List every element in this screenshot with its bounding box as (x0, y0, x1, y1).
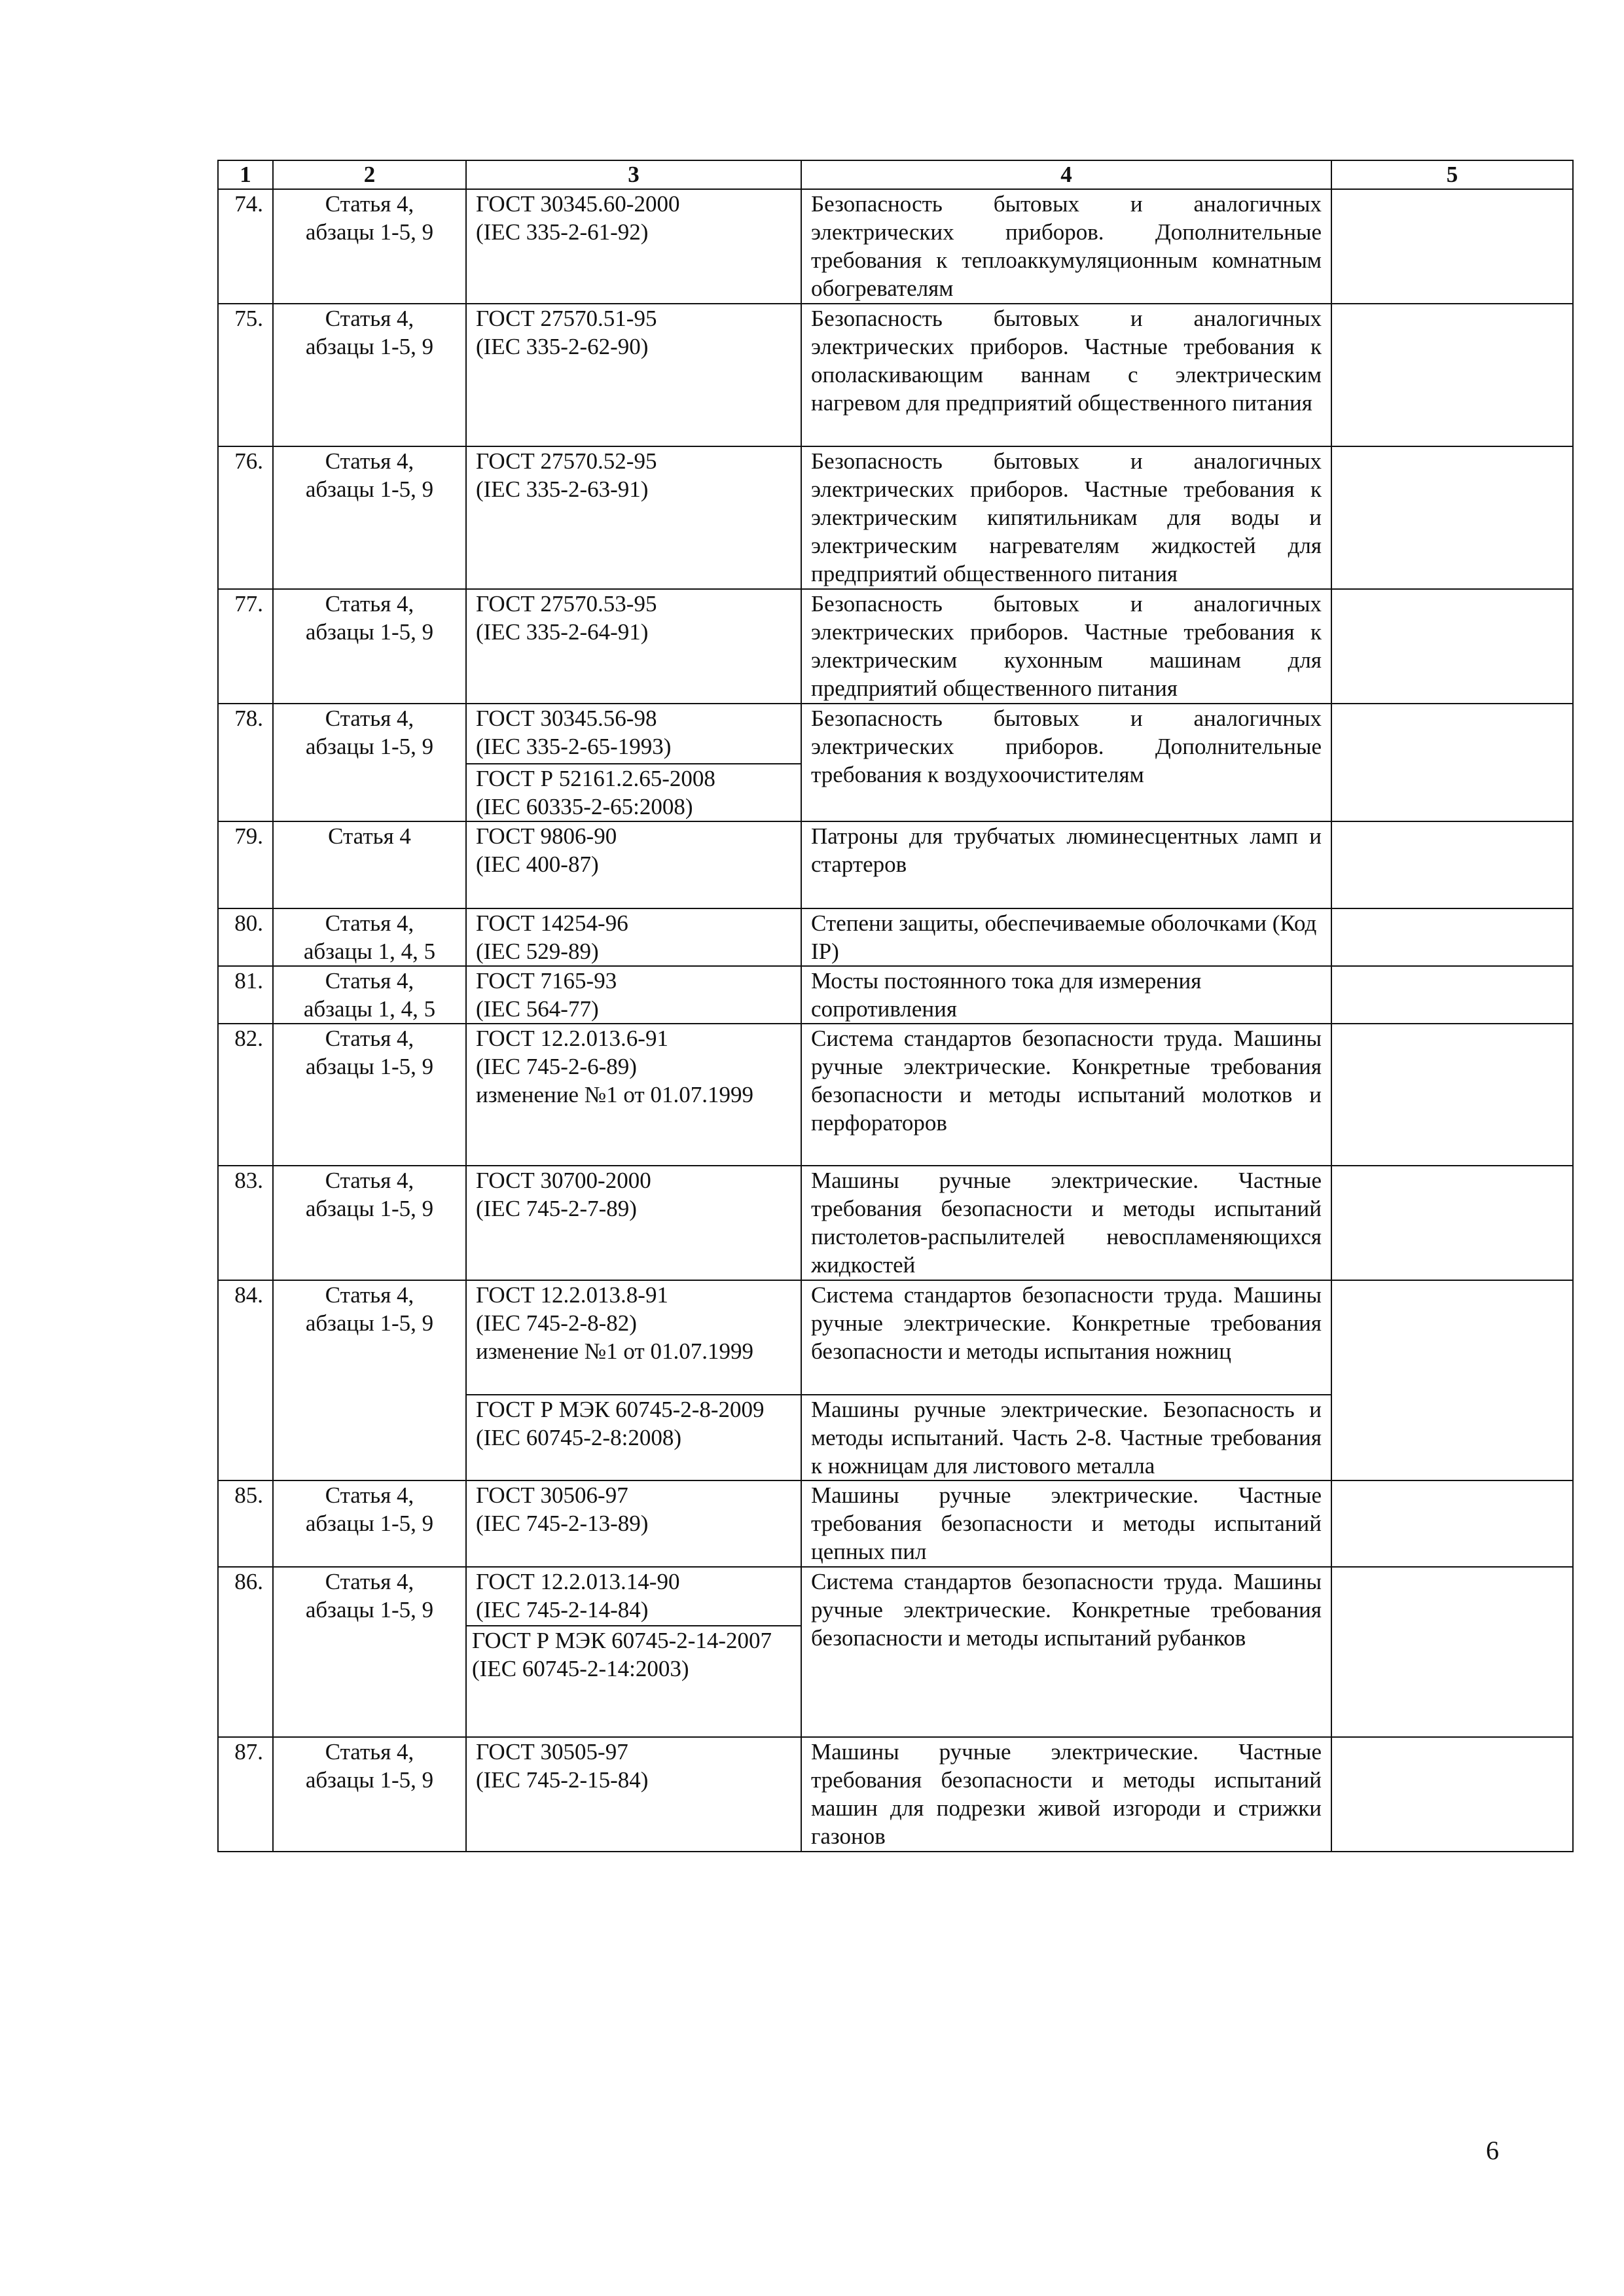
row-number: 75. (218, 304, 273, 446)
article-reference (273, 446, 466, 589)
standard-title: Безопасность бытовых и аналогичных электрических приборов. Частные требования к электрическим кипятильникам для воды и электрическим нагревателям жидкостей для предприятий общественного питания (801, 446, 1331, 589)
table-row (218, 1024, 1573, 1166)
standard-text: ГОСТ 30505-97 (IEC 745-2-15-84) (476, 1739, 649, 1793)
standard-designation (466, 1024, 801, 1166)
article-reference (273, 966, 466, 1024)
table-row (218, 189, 1573, 304)
notes-cell (1331, 1166, 1573, 1280)
standard-designation (466, 1626, 801, 1737)
row-number: 85. (218, 1480, 273, 1567)
table-row (218, 589, 1573, 704)
row-number: 79. (218, 821, 273, 908)
standard-designation (466, 1280, 801, 1395)
table-row (218, 446, 1573, 589)
standard-title: Безопасность бытовых и аналогичных электрических приборов. Дополнительные требования к воздухоочистителям (801, 704, 1331, 821)
standard-text: ГОСТ 12.2.013.8-91 (IEC 745-2-8-82) изменение №1 от 01.07.1999 (476, 1282, 753, 1364)
article-reference (273, 1737, 466, 1852)
standard-title: Мосты постоянного тока для измерения сопротивления (801, 966, 1331, 1024)
standard-designation (466, 589, 801, 704)
standard-text: ГОСТ 30700-2000 (IEC 745-2-7-89) (476, 1168, 651, 1221)
standard-text: ГОСТ 7165-93 (IEC 564-77) (476, 968, 617, 1022)
table-row (218, 1166, 1573, 1280)
table-row (218, 704, 1573, 764)
standard-designation (466, 1737, 801, 1852)
article-text: Статья 4, абзацы 1-5, 9 (305, 306, 434, 359)
standard-title: Патроны для трубчатых люминесцентных ламп и стартеров (801, 821, 1331, 908)
article-text: Статья 4, абзацы 1-5, 9 (305, 448, 434, 502)
standard-designation (466, 1480, 801, 1567)
standard-designation (466, 304, 801, 446)
header-row (218, 160, 1573, 189)
notes-cell (1331, 1737, 1573, 1852)
header-col-1: 1 (218, 160, 273, 189)
standard-text: ГОСТ 9806-90 (IEC 400-87) (476, 823, 617, 877)
standard-designation (466, 1395, 801, 1480)
article-text: Статья 4, абзацы 1-5, 9 (305, 1168, 434, 1221)
standard-text: ГОСТ Р МЭК 60745-2-8-2009 (IEC 60745-2-8:2008) (476, 1397, 765, 1450)
table-row (218, 1480, 1573, 1567)
row-number: 83. (218, 1166, 273, 1280)
row-number: 84. (218, 1280, 273, 1480)
article-text: Статья 4, абзацы 1-5, 9 (305, 706, 434, 759)
article-text: Статья 4, абзацы 1-5, 9 (305, 1482, 434, 1536)
standard-text: ГОСТ 27570.51-95 (IEC 335-2-62-90) (476, 306, 657, 359)
standard-title: Машины ручные электрические. Частные требования безопасности и методы испытаний пистолетов-распылителей невоспламеняющихся жидкостей (801, 1166, 1331, 1280)
standard-designation (466, 704, 801, 764)
standard-designation (466, 1166, 801, 1280)
standard-title: Машины ручные электрические. Частные требования безопасности и методы испытаний машин для подрезки живой изгороди и стрижки газонов (801, 1737, 1331, 1852)
row-number: 86. (218, 1567, 273, 1737)
notes-cell (1331, 908, 1573, 966)
header-col-4: 4 (801, 160, 1331, 189)
standard-text: ГОСТ 12.2.013.6-91 (IEC 745-2-6-89) изменение №1 от 01.07.1999 (476, 1026, 753, 1107)
table-row (218, 1280, 1573, 1395)
table-row (218, 966, 1573, 1024)
notes-cell (1331, 704, 1573, 821)
notes-cell (1331, 1567, 1573, 1737)
standard-text: ГОСТ 30345.60-2000 (IEC 335-2-61-92) (476, 191, 680, 245)
article-text: Статья 4, абзацы 1-5, 9 (305, 1282, 434, 1336)
article-reference (273, 189, 466, 304)
standard-designation (466, 764, 801, 821)
standards-table (217, 160, 1574, 1852)
article-reference (273, 704, 466, 821)
article-reference (273, 1567, 466, 1737)
article-text: Статья 4 (328, 823, 411, 849)
article-reference (273, 1166, 466, 1280)
standard-text: ГОСТ Р МЭК 60745-2-14-2007 (IEC 60745-2-14:2003) (472, 1628, 772, 1681)
row-number: 82. (218, 1024, 273, 1166)
article-text: Статья 4, абзацы 1, 4, 5 (303, 968, 436, 1022)
standard-title: Безопасность бытовых и аналогичных электрических приборов. Частные требования к ополаскивающим ваннам с электрическим нагревом для предприятий общественного питания (801, 304, 1331, 446)
table-row (218, 1737, 1573, 1852)
notes-cell (1331, 1480, 1573, 1567)
standard-text: ГОСТ 30345.56-98 (IEC 335-2-65-1993) (476, 706, 672, 759)
standard-title: Система стандартов безопасности труда. Машины ручные электрические. Конкретные требования безопасности и методы испытаний рубанков (801, 1567, 1331, 1737)
standard-designation (466, 446, 801, 589)
notes-cell (1331, 304, 1573, 446)
article-text: Статья 4, абзацы 1-5, 9 (305, 191, 434, 245)
notes-cell (1331, 1024, 1573, 1166)
standard-text: ГОСТ 14254-96 (IEC 529-89) (476, 910, 628, 964)
standard-title: Степени защиты, обеспечиваемые оболочками (Код IP) (801, 908, 1331, 966)
page-number: 6 (1486, 2136, 1499, 2165)
row-number: 76. (218, 446, 273, 589)
standard-title: Безопасность бытовых и аналогичных электрических приборов. Дополнительные требования к теплоаккумуляционным комнатным обогревателям (801, 189, 1331, 304)
table-body (218, 189, 1573, 1852)
article-reference (273, 589, 466, 704)
standard-designation (466, 966, 801, 1024)
standard-designation (466, 821, 801, 908)
article-reference (273, 1480, 466, 1567)
article-reference (273, 304, 466, 446)
standard-text: ГОСТ Р 52161.2.65-2008 (IEC 60335-2-65:2008) (476, 766, 715, 819)
standard-text: ГОСТ 27570.53-95 (IEC 335-2-64-91) (476, 591, 657, 645)
row-number: 77. (218, 589, 273, 704)
header-col-3: 3 (466, 160, 801, 189)
table-row (218, 821, 1573, 908)
standard-title: Машины ручные электрические. Безопасность и методы испытаний. Часть 2-8. Частные требования к ножницам для листового металла (801, 1395, 1331, 1480)
row-number: 74. (218, 189, 273, 304)
standard-text: ГОСТ 12.2.013.14-90 (IEC 745-2-14-84) (476, 1569, 680, 1623)
notes-cell (1331, 966, 1573, 1024)
article-reference (273, 1024, 466, 1166)
standard-title: Машины ручные электрические. Частные требования безопасности и методы испытаний цепных пил (801, 1480, 1331, 1567)
article-reference (273, 821, 466, 908)
row-number: 81. (218, 966, 273, 1024)
standard-title: Система стандартов безопасности труда. Машины ручные электрические. Конкретные требования безопасности и методы испытания ножниц (801, 1280, 1331, 1395)
notes-cell (1331, 446, 1573, 589)
article-text: Статья 4, абзацы 1, 4, 5 (303, 910, 436, 964)
table-row (218, 1567, 1573, 1626)
article-text: Статья 4, абзацы 1-5, 9 (305, 1026, 434, 1079)
table-row (218, 908, 1573, 966)
row-number: 80. (218, 908, 273, 966)
standard-title: Безопасность бытовых и аналогичных электрических приборов. Частные требования к электрическим кухонным машинам для предприятий общественного питания (801, 589, 1331, 704)
row-number: 78. (218, 704, 273, 821)
article-text: Статья 4, абзацы 1-5, 9 (305, 1569, 434, 1623)
article-reference (273, 908, 466, 966)
notes-cell (1331, 821, 1573, 908)
standard-title: Система стандартов безопасности труда. Машины ручные электрические. Конкретные требования безопасности и методы испытаний молотков и перфораторов (801, 1024, 1331, 1166)
row-number: 87. (218, 1737, 273, 1852)
standard-designation (466, 189, 801, 304)
header-col-5: 5 (1331, 160, 1573, 189)
article-text: Статья 4, абзацы 1-5, 9 (305, 1739, 434, 1793)
notes-cell (1331, 589, 1573, 704)
article-reference (273, 1280, 466, 1480)
notes-cell (1331, 1280, 1573, 1480)
standard-designation (466, 908, 801, 966)
standard-text: ГОСТ 27570.52-95 (IEC 335-2-63-91) (476, 448, 657, 502)
notes-cell (1331, 189, 1573, 304)
standard-text: ГОСТ 30506-97 (IEC 745-2-13-89) (476, 1482, 649, 1536)
article-text: Статья 4, абзацы 1-5, 9 (305, 591, 434, 645)
table-row (218, 304, 1573, 446)
standard-designation (466, 1567, 801, 1626)
header-col-2: 2 (273, 160, 466, 189)
